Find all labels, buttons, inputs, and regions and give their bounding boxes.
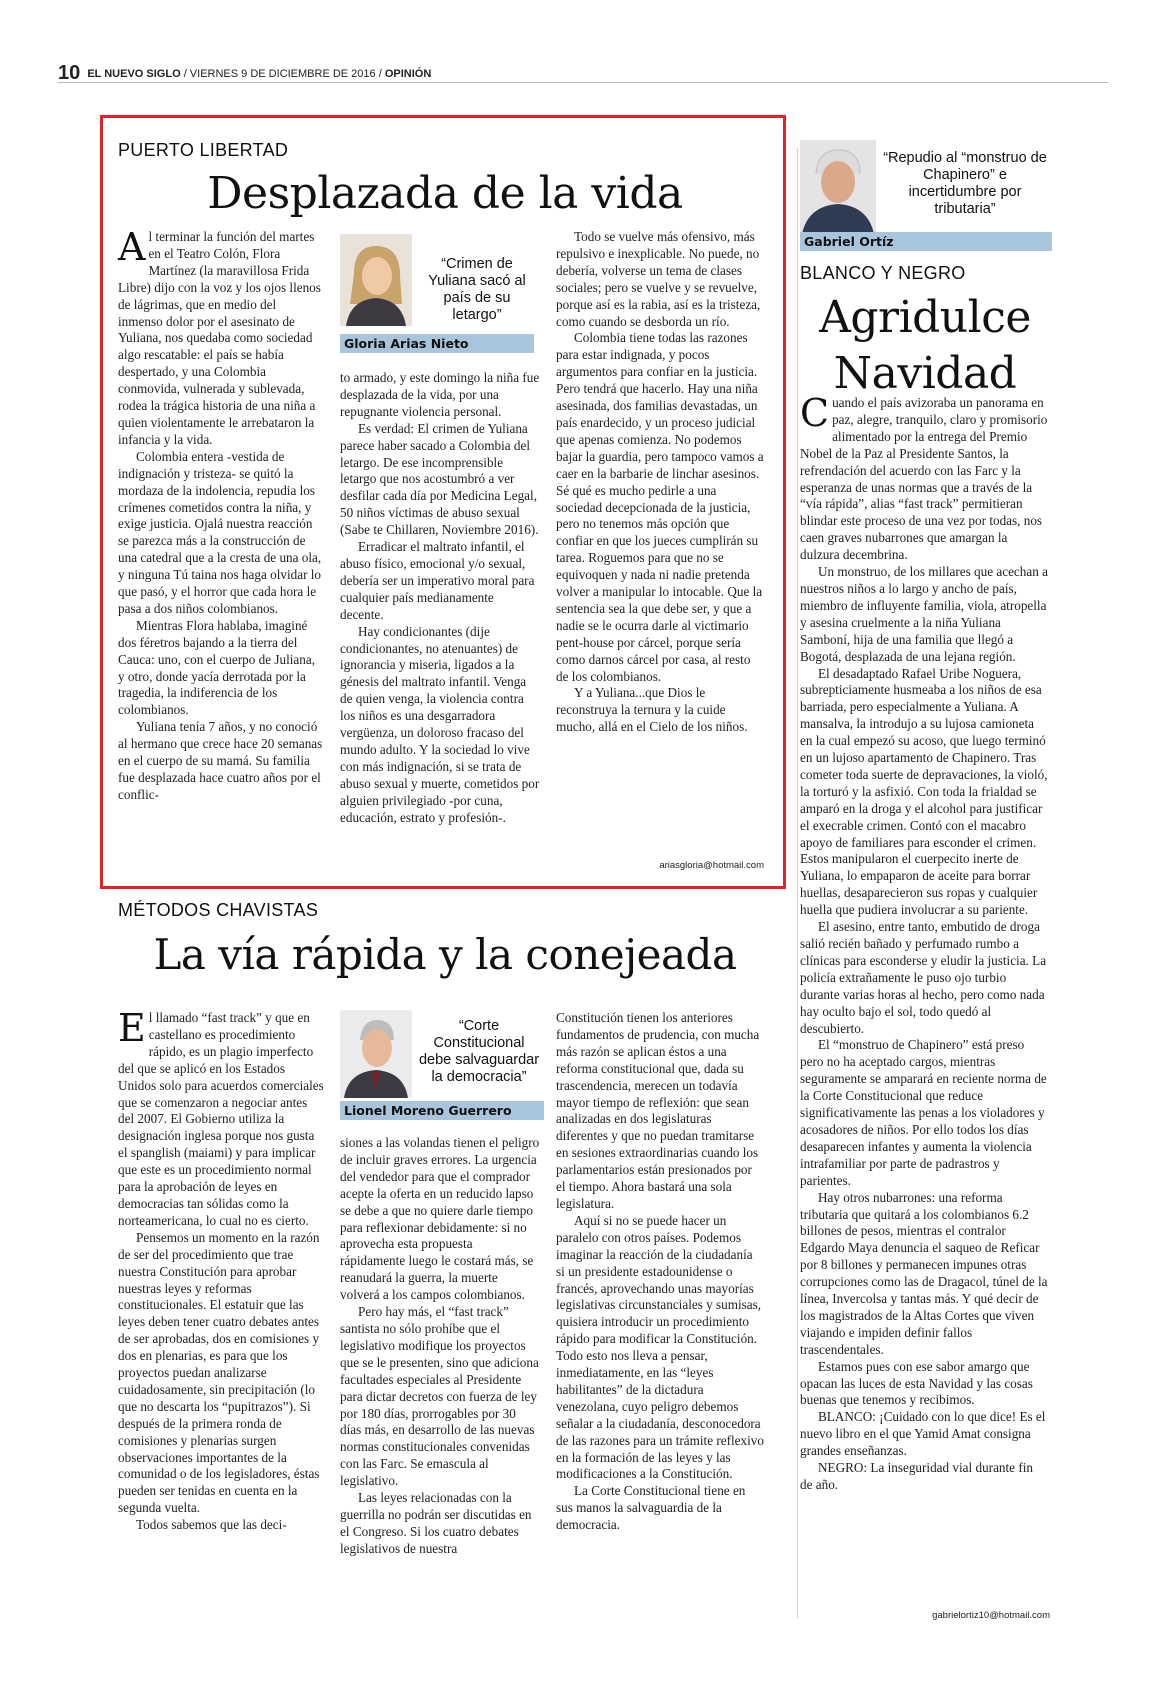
article1-column-3 [556, 229, 764, 736]
paragraph: Todos sabemos que las deci- [136, 1517, 287, 1533]
paragraph: siones a las volandas tienen el peligro de incluir graves errores. La urgencia del vendedor para que el comprador acepte la oferta en un reducido lapso se debe a que no quiere darle tiempo para reflexionar debidamente: si no aprovecha esta propuesta rápidamente luego le costará más, se reanudará la guerra, la muerte volverá a los campos colombianos. [340, 1135, 540, 1303]
article1-email: ariasgloria@hotmail.com [659, 860, 764, 871]
paragraph: Y a Yuliana...que Dios le reconstruya la ternura y la cuide mucho, allá en el Cielo de los niños. [556, 685, 748, 735]
article2-section: MÉTODOS CHAVISTAS [118, 900, 319, 920]
article2-column-2 [340, 1135, 540, 1558]
article1-author: Gloria Arias Nieto [340, 334, 534, 353]
paragraph: Constitución tienen los anteriores fundamentos de prudencia, con mucha más razón se aplican éstos a una reforma constitucional que, dada su trascendencia, merecen un todavía mayor tiempo de reflexión: que sean analizadas en dos legislaturas diferentes y que no puedan tramitarse en sesiones extraordinarias cuando los parlamentarios están presionados por el tiempo. Ahora bastará una sola legislatura. [556, 1010, 760, 1211]
article1-pull-quote: “Crimen de Yuliana sacó al país de su letargo” [428, 256, 526, 323]
article2-column-1 [118, 1006, 324, 1534]
paragraph: Mientras Flora hablaba, imaginé dos féretros bajando a la tierra del Cauca: uno, con el cuerpo de Juliana, y otro, donde yacía derrotada por la tragedia, la indiferencia de los colombianos. [118, 617, 316, 718]
column-divider [797, 148, 798, 1618]
article1-column-1 [118, 225, 324, 804]
paragraph: Aquí si no se puede hacer un paralelo con otros países. Podemos imaginar la reacción de la ciudadanía si un presidente estadounidense o francés, aprovechando unas mayorías legislativas circunstanciales y sumisas, quisiera introducir un procedimiento rápido para modificar la Constitución. Todo esto nos lleva a pensar, inmediatamente, en las “leyes habilitantes” de la dictadura venezolana, cuyo peligro debemos señalar a la ciudadanía, desconocedora de las razones para un trámite reflexivo en la formación de las leyes y las modificaciones a la Constitución. [556, 1212, 764, 1482]
paragraph: BLANCO: ¡Cuidado con lo que dice! Es el nuevo libro en el que Yamid Amat consigna grandes enseñanzas. [800, 1409, 1046, 1459]
paragraph: Hay condicionantes (dije condicionantes, no atenuantes) de ignorancia y miseria, ligados a la génesis del maltrato infantil. Venga de quien venga, la violencia contra los niños es una desgarradora vergüenza, un doloroso fracaso del mundo adulto. Y la sociedad lo vive con más indignación, si se trata de abuso sexual y muerte, cometidos por alguien privilegiado -por cuna, educación, estrato y profesión-. [340, 623, 540, 825]
paragraph: l llamado “fast track” y que en castellano es procedimiento rápido, es un plagio imperfecto del que se aplicó en los Estados Unidos solo para acuerdos comerciales que se comenzaron a negociar antes del 2007. El Gobierno utiliza la designación inglesa porque nos gusta el spanglish (maiami) y para implicar que este es un procedimiento normal para la aprobación de leyes en democracias tan sólidas como la norteamericana, lo cual no es cierto. [118, 1010, 324, 1228]
article3-headline: Agridulce Navidad [819, 292, 1031, 399]
paragraph: Yuliana tenía 7 años, y no conoció al hermano que crece hace 20 semanas en el cuerpo de su mamá. Su familia fue desplazada hace cuatro años por el conflic- [118, 719, 323, 802]
paragraph: Estamos pues con ese sabor amargo que opacan las luces de esta Navidad y las cosas buenas que tenemos y recibimos. [800, 1358, 1033, 1408]
masthead [58, 62, 1108, 83]
paragraph: Las leyes relacionadas con la guerrilla no podrán ser discutidas en el Congreso. Si los cuatro debates legislativos de nuestra [340, 1490, 532, 1556]
issue-date: / VIERNES 9 DE DICIEMBRE DE 2016 / [183, 68, 382, 80]
paragraph: El asesino, entre tanto, embutido de droga salió recién bañado y perfumado rumbo a clínicas para esconderse y eludir la justicia. La policía extrañamente le puso ojo turbio durante varias horas al hecho, pero como nada hay oculto bajo el sol, todo quedó al descubierto. [800, 919, 1047, 1036]
drop-cap: A [118, 225, 146, 269]
section-name: OPINIÓN [384, 68, 432, 80]
paragraph: Es verdad: El crimen de Yuliana parece haber sacado a Colombia del letargo. De ese incomprensible letargo que nos acostumbró a ver desfilar cada día por Medicina Legal, 50 niños víctimas de abuso sexual (Sabe te Chillaren, Noviembre 2016). [340, 420, 539, 538]
article3-author: Gabriel Ortíz [800, 232, 1052, 251]
paragraph: Pensemos un momento en la razón de ser del procedimiento que trae nuestra Constitución para aprobar nuestras leyes y reformas constitucionales. El estatuir que las leyes deben tener cuatro debates antes de ser aprobadas, dos en comisiones y dos en plenarias, es para que los proyectos puedan analizarse cuidadosamente, sin precipitación (lo que no descarta los “pupitrazos”). Si después de la primera ronda de comisiones y plenarias surgen observaciones importantes de la comunidad o de los legisladores, éstas pueden ser tenidas en cuenta en la segunda vuelta. [118, 1229, 320, 1516]
paragraph: Colombia entera -vestida de indignación y tristeza- se quitó la mordaza de la indolencia, repudia los crímenes cometidos contra la niña, y exige justicia. Ojalá nuestra reacción se parezca más a la construcción de una catedral que a la cresta de una ola, y ninguna Tú taina nos haga olvidar lo que pasó, y el horror que cada hora le pasa a dos niños colombianos. [118, 448, 322, 616]
article3-pull-quote: “Repudio al “monstruo de Chapinero” e incertidumbre por tributaria” [883, 150, 1047, 217]
article2-column-3 [556, 1010, 764, 1534]
paragraph: Pero hay más, el “fast track” santista no sólo prohíbe que el legislativo modifique los proyectos que se le presenten, sino que adiciona facultades especiales al Presidente para dictar decretos con fuerza de ley por 180 días, prorrogables por 30 días más, en desarrollo de las nuevas normas constitucionales convenidas con las Farc. Se emascula al legislativo. [340, 1304, 539, 1489]
newspaper-name: EL NUEVO SIGLO [87, 68, 181, 80]
article1-section: PUERTO LIBERTAD [118, 140, 289, 160]
paragraph: NEGRO: La inseguridad vial durante fin de año. [800, 1460, 1033, 1492]
paragraph: El “monstruo de Chapinero” está preso pero no ha aceptado cargos, mientras seguramente se amparará en reciente norma de la Corte Constitucional que reduce significativamente las penas a los violadores y acosadores de niños. Por ello todos los días desaparecen infantes y aumenta la violencia intrafamiliar por parte de padrastros y parientes. [800, 1037, 1047, 1188]
article1-headline: Desplazada de la vida [207, 168, 683, 219]
author-photo-gabriel [800, 140, 876, 234]
author-photo-lionel [340, 1010, 412, 1098]
paragraph: Todo se vuelve más ofensivo, más repulsivo e inexplicable. No puede, no debería, volverse un tema de clases sociales; pero se vuelve y se revuelve, porque así es la rabia, así es la tristeza, como cuando se desborda un río. [556, 229, 761, 329]
drop-cap: C [800, 391, 830, 435]
paragraph: Erradicar el maltrato infantil, el abuso físico, emocional y/o sexual, debería ser un imperativo moral para cualquier país medianamente decente. [340, 539, 535, 622]
paragraph: Hay otros nubarrones: una reforma tributaria que quitará a los colombianos 6.2 billones de pesos, mientras el contralor Edgardo Maya denuncia el saqueo de Reficar por 8 billones y permanecen impunes otras corrupciones como las de Dragacol, túnel de la línea, Invercolsa y tantas más. Y qué decir de los magistrados de la Altas Cortes que viven viajando e impiden definir fallos trascendentales. [800, 1189, 1048, 1357]
author-photo-gloria [340, 234, 412, 326]
article3-column-1 [800, 391, 1048, 1494]
paragraph: uando el país avizoraba un panorama en paz, alegre, tranquilo, claro y promisorio alimentado por la entrega del Premio Nobel de la Paz al Presidente Santos, la refrendación del acuerdo con las Farc y la esperanza de unas normas que a través de la “vía rápida”, alias “fast track” permitieran blindar este proceso de una vez por todas, nos caen graves nubarrones que amargan la dulzura decembrina. [800, 395, 1048, 563]
paragraph: Colombia tiene todas las razones para estar indignada, y pocos argumentos para confiar en la justicia. Pero tendrá que hacerlo. Hay una niña asesinada, dos familias devastadas, un país enardecido, y un proceso judicial que apenas comienza. No podemos bajar la guardia, pero tampoco vamos a caer en la barbarie de linchar asesinos. Sé qué es mucho pedirle a una sociedad decepcionada de la justicia, pero no tenemos más opción que confiar en que los jueces cumplirán su tarea. Roguemos para que no se equivoquen y nada ni nadie pretenda volver a manipular lo intocable. Que la sentencia sea la que debe ser, y que a nadie se le ocurra darle al victimario pent-house por cárcel, porque sería como darnos cárcel por casa, al resto de los colombianos. [556, 330, 764, 684]
paragraph: l terminar la función del martes en el Teatro Colón, Flora Martínez (la maravillosa Frida Libre) dijo con la voz y los ojos llenos de lágrimas, que en medio del inmenso dolor por el asesinato de Yuliana, nos quedaba como sociedad algo rescatable: el país se había despertado, y una Colombia conmovida, vulnerada y sublevada, rodea la trágica historia de una niña a quien violentamente le arrebataron la infancia y la vida. [118, 229, 321, 447]
paragraph: to armado, y este domingo la niña fue desplazada de la vida, por una repugnante violencia personal. [340, 370, 540, 419]
article1-column-2 [340, 370, 540, 826]
article3-section: BLANCO Y NEGRO [800, 263, 966, 283]
article3-email: gabrielortiz10@hotmail.com [932, 1610, 1050, 1621]
page-number: 10 [58, 62, 81, 84]
article2-author: Lionel Moreno Guerrero [340, 1101, 544, 1120]
paragraph: La Corte Constitucional tiene en sus manos la salvaguardia de la democracia. [556, 1483, 746, 1533]
paragraph: Un monstruo, de los millares que acechan a nuestros niños a lo largo y ancho de país, miembro de influyente familia, viola, atropella y asesina cruelmente a la niña Yuliana Samboní, hija de una familia que llegó a Bogotá, desplazada de una lejana región. [800, 564, 1048, 664]
paragraph: El desadaptado Rafael Uribe Noguera, subrepticiamente husmeaba a los niños de esa barriada, pero especialmente a Yuliana. A mansalva, la introdujo a su lujosa camioneta en la cual empezó su acoso, que luego terminó en un lujoso apartamento de Chapinero. Tras cometer toda suerte de depravaciones, la violó, la torturó y la asfixió. Con toda la frialdad se amparó en la droga y el alcohol para justificar el execrable crimen. Contó con el macabro apoyo de familiares para esconder el crimen. Estos manipularon el cuerpecito inerte de Yuliana, lo empaparon de aceite para borrar huellas, desaparecieron sus ropas y cualquier huella que pudiera involucrar a su pariente. [800, 665, 1048, 918]
article2-pull-quote: “Corte Constitucional debe salvaguardar la democracia” [418, 1018, 540, 1085]
drop-cap: E [118, 1006, 146, 1050]
article2-headline: La vía rápida y la conejeada [153, 930, 737, 979]
